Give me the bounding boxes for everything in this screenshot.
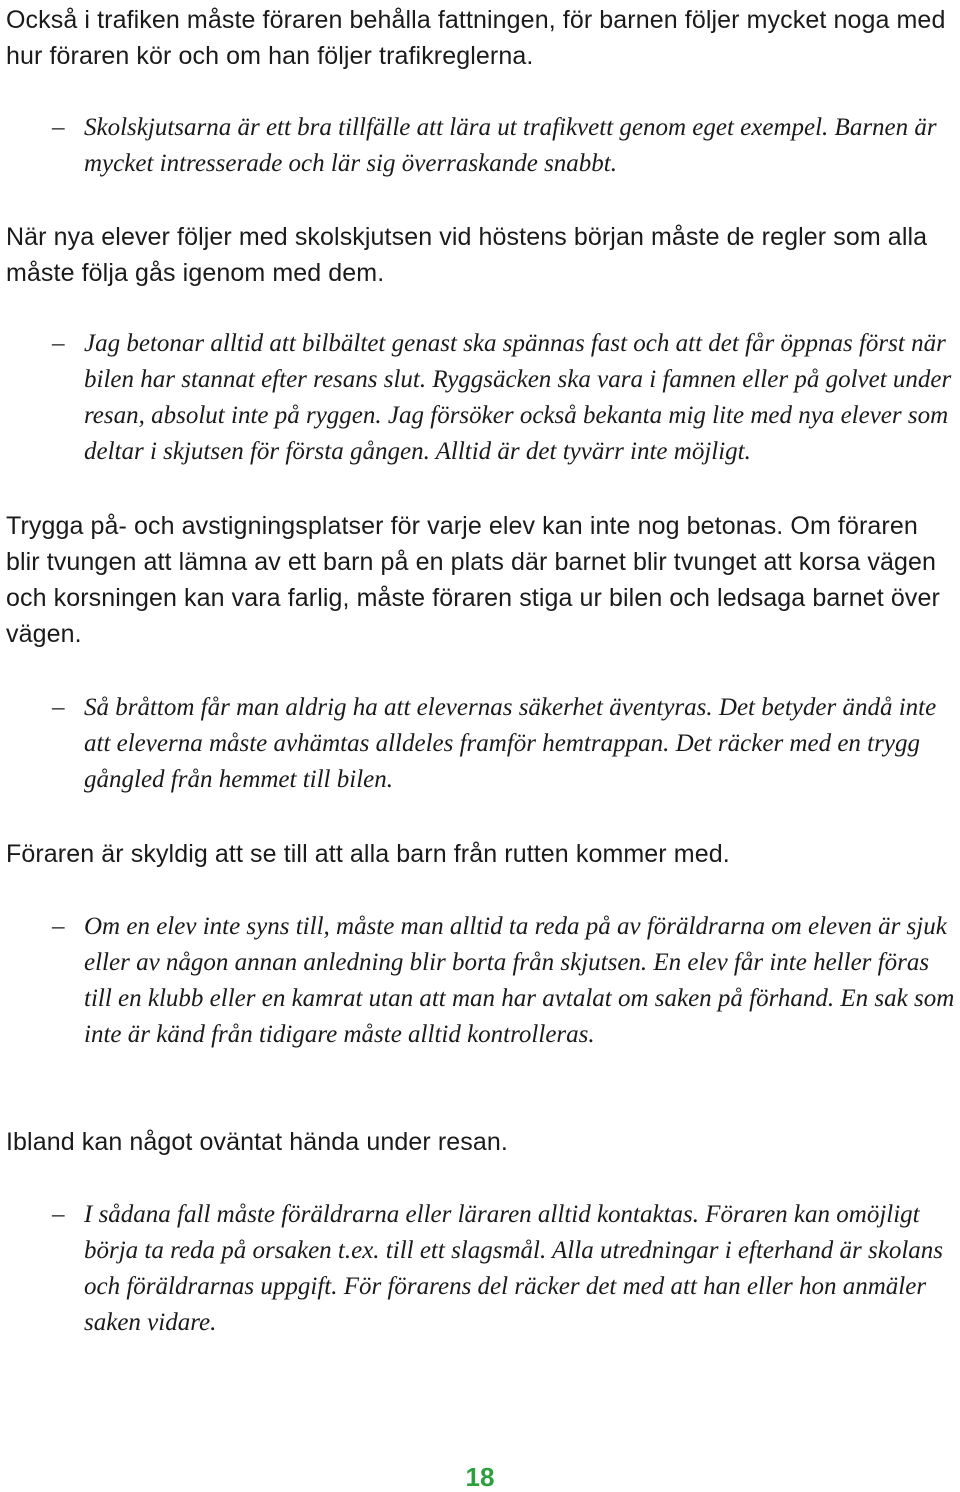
quote-missing-student: [52, 909, 956, 1053]
quote-text: Skolskjutsarna är ett bra tillfälle att lära ut trafikvett genom eget exempel. Barnen är mycket intresserade och lär sig överraskande snabbt.: [84, 114, 937, 177]
quote-text: Jag betonar alltid att bilbältet genast ska spännas fast och att det får öppnas först när bilen har stannat efter resans slut. Ryggsäcken ska vara i famnen eller på golvet under resan, absolut inte på ryggen. Jag försöker också bekanta mig lite med nya elever som deltar i skjutsen för första gången. Alltid är det tyvärr inte möjligt.: [84, 330, 952, 465]
paragraph-unexpected-events: Ibland kan något oväntat hända under resan.: [6, 1128, 508, 1156]
quote-dash: –: [52, 694, 65, 721]
quote-school-transport-example: [52, 110, 956, 182]
quote-dash: –: [52, 114, 65, 141]
quote-text: Så bråttom får man aldrig ha att elevernas säkerhet äventyras. Det betyder ändå inte att eleverna måste avhämtas alldeles framför hemtrappan. Det räcker med en trygg gångled från hemmet till bilen.: [84, 694, 937, 793]
quote-dash: –: [52, 1201, 65, 1228]
paragraph-traffic-behaviour: Också i trafiken måste föraren behålla fattningen, för barnen följer mycket noga med hur föraren kör och om han följer trafikreglerna.: [6, 6, 946, 70]
quote-text: Om en elev inte syns till, måste man alltid ta reda på av föräldrarna om eleven är sjuk eller av någon annan anledning blir borta från skjutsen. En elev får inte heller föras till en klubb eller en kamrat utan att man har avtalat om saken på förhand. En sak som inte är känd från tidigare måste alltid kontrolleras.: [84, 913, 955, 1048]
quote-contact-parents: [52, 1197, 956, 1341]
quote-dash: –: [52, 330, 65, 357]
quote-seatbelt-rules: [52, 326, 956, 470]
page-number: 18: [465, 1462, 495, 1492]
quote-never-hurry: [52, 690, 956, 798]
paragraph-safe-stops: Trygga på- och avstigningsplatser för varje elev kan inte nog betonas. Om föraren blir tvungen att lämna av ett barn på en plats där barnet blir tvunget att korsa vägen och korsningen kan vara farlig, måste föraren stiga ur bilen och ledsaga barnet över vägen.: [6, 512, 940, 648]
paragraph-driver-responsibility: Föraren är skyldig att se till att alla barn från rutten kommer med.: [6, 840, 730, 868]
quote-dash: –: [52, 913, 65, 940]
quote-text: I sådana fall måste föräldrarna eller läraren alltid kontaktas. Föraren kan omöjligt börja ta reda på orsaken t.ex. till ett slagsmål. Alla utredningar i efterhand är skolans och föräldrarnas uppgift. För förarens del räcker det med att han eller hon anmäler saken vidare.: [84, 1201, 943, 1336]
paragraph-new-students: När nya elever följer med skolskjutsen vid höstens början måste de regler som alla måste följa gås igenom med dem.: [6, 223, 928, 287]
